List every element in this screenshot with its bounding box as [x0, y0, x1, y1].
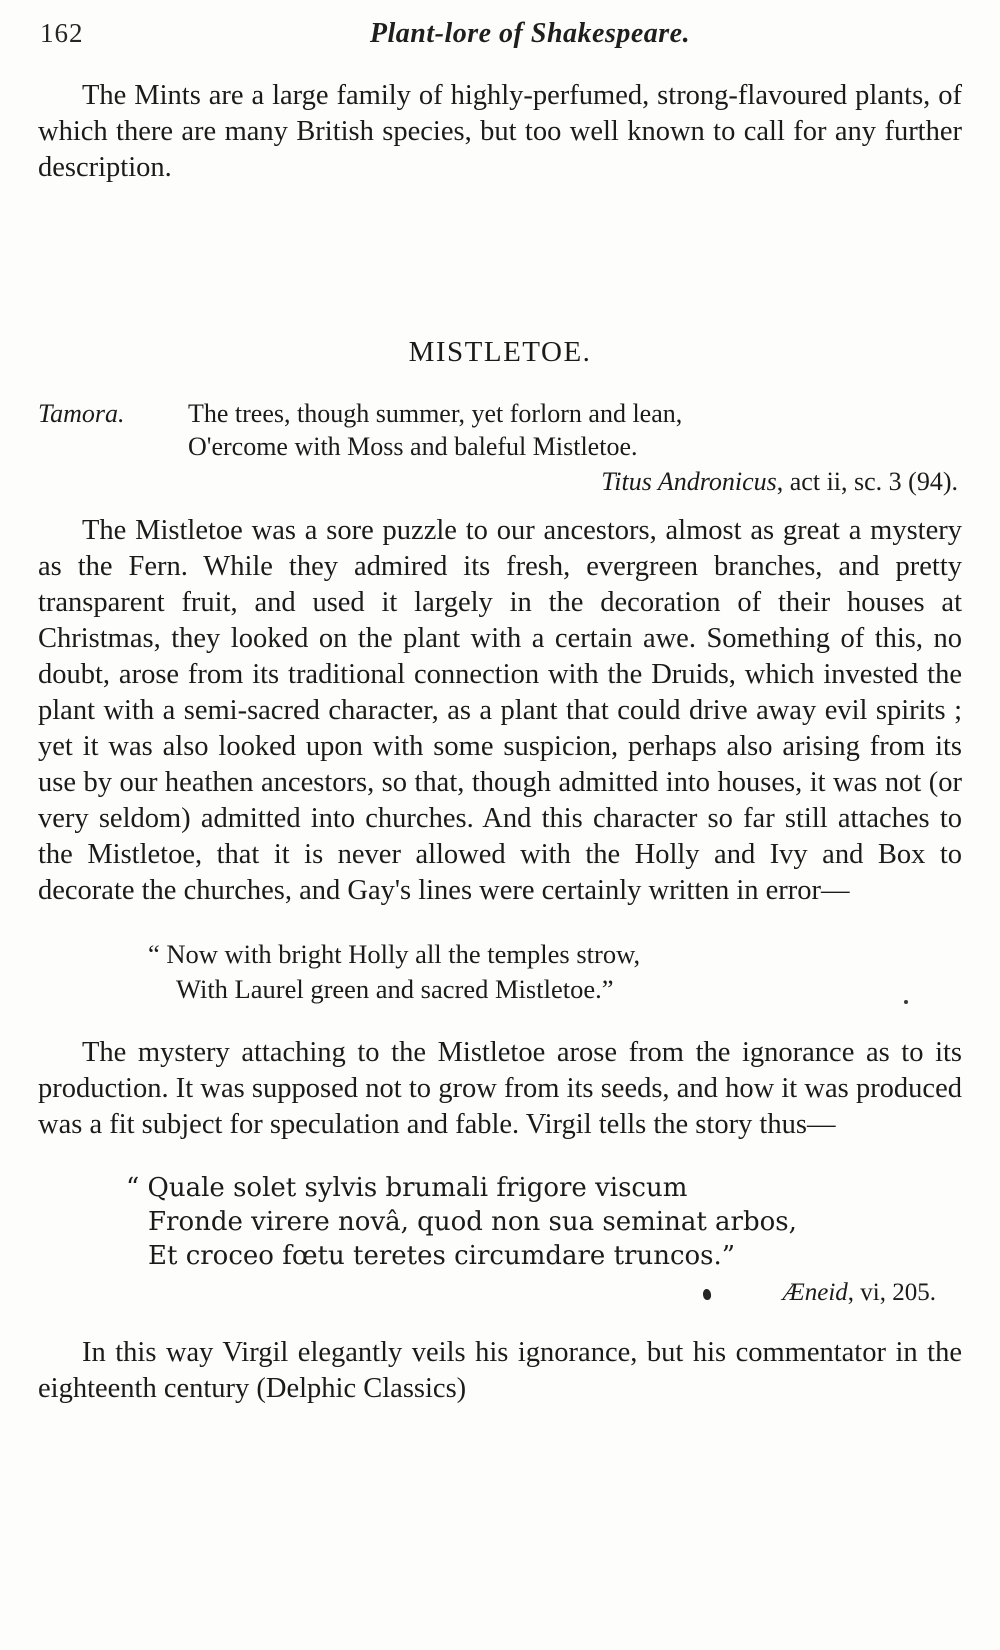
- spacer-before-virgil-quote: [38, 1143, 962, 1171]
- epigraph-citation-rest: , act ii, sc. 3 (94).: [776, 467, 958, 496]
- spacer-before-gay-quote: [38, 909, 962, 937]
- virgil-citation-work: Æneid: [782, 1279, 848, 1306]
- intro-paragraph: The Mints are a large family of highly-perfumed, strong-flavoured plants, of which there are many British species, but too well known to call for any further description.: [38, 80, 962, 183]
- ink-blot-mark: [702, 1288, 711, 1300]
- paragraph-1: The Mistletoe was a sore puzzle to our ancestors, almost as great a mystery as the Fern. While they admired its fresh, evergreen branches, and pretty transparent fruit, and used it largely in the decoration of their houses at Christmas, they looked on the plant with a certain awe. Something of this, no doubt, arose from its traditional connection with the Druids, which invested the plant with a semi-sacred character, as a plant that could drive away evil spirits ; yet it was also looked upon with some suspicion, perhaps also arising from its use by our heathen ancestors, so that, though admitted into houses, it was not (or very seldom) admitted into churches. And this character so far still attaches to the Mistletoe, that it is never allowed with the Holly and Ivy and Box to decorate the churches, and Gay's lines were certainly written in error—: [38, 515, 962, 906]
- section-title: MISTLETOE.: [408, 336, 592, 368]
- page-header: [40, 18, 960, 58]
- gay-quote-line-1: “ Now with bright Holly all the temples strow,: [148, 939, 641, 969]
- epigraph-citation: [38, 465, 962, 499]
- section-spacer: [38, 186, 962, 336]
- virgil-quote-line-1: “ Quale solet sylvis brumali frigore viscum: [126, 1173, 688, 1203]
- virgil-quote-line-2: Fronde virere novâ, quod non sua seminat arbos,: [148, 1207, 797, 1237]
- page-number: 162: [40, 18, 84, 48]
- body-column: [38, 78, 962, 1407]
- epigraph-line-2: O'ercome with Moss and baleful Mistletoe.: [188, 432, 638, 461]
- epigraph-text-1: The trees, though summer, yet forlorn and lean,: [188, 399, 683, 428]
- virgil-citation-rest: , vi, 205.: [847, 1279, 936, 1306]
- epigraph-citation-work: Titus Andronicus: [601, 467, 777, 496]
- gay-quote: [38, 937, 962, 1007]
- virgil-quote: [38, 1171, 962, 1273]
- stray-ink-mark: [904, 1000, 908, 1004]
- epigraph-line-1: [38, 397, 962, 430]
- running-title: Plant-lore of Shakespeare.: [369, 18, 691, 49]
- epigraph-speaker: Tamora.: [38, 399, 125, 428]
- gay-quote-line-2: With Laurel green and sacred Mistletoe.”: [176, 974, 614, 1004]
- paragraph-3: In this way Virgil elegantly veils his ignorance, but his commentator in the eighteenth century (Delphic Classics): [38, 1337, 962, 1404]
- spacer-after-gay-quote: [38, 1007, 962, 1035]
- paragraph-2: The mystery attaching to the Mistletoe arose from the ignorance as to its production. It was supposed not to grow from its seeds, and how it was produced was a fit subject for speculation and fable. Virgil tells the story thus—: [38, 1037, 962, 1140]
- epigraph: [38, 397, 962, 499]
- spacer-after-title: [38, 369, 962, 397]
- spacer-after-epigraph: [38, 499, 962, 513]
- virgil-quote-line-3: Et croceo fœtu teretes circumdare truncos.”: [148, 1241, 736, 1271]
- spacer-before-paragraph-3: [38, 1307, 962, 1335]
- virgil-citation: [38, 1279, 962, 1307]
